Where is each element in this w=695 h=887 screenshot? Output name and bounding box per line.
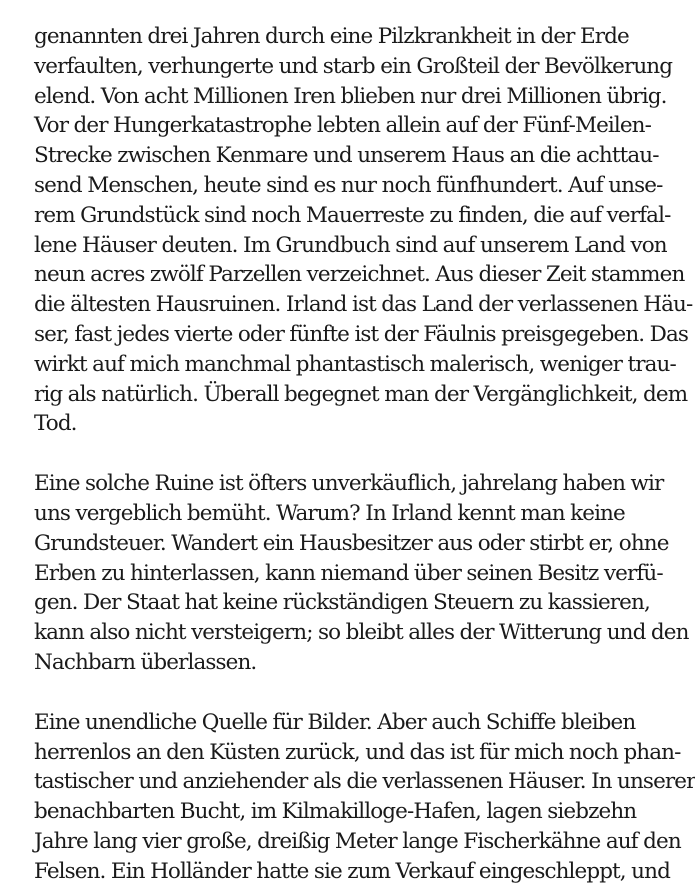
text-line: Eine unendliche Quelle für Bilder. Aber auch Schiffe bleiben	[34, 709, 636, 735]
text-line: die ältesten Hausruinen. Irland ist das Land der verlassenen Häu-	[34, 292, 693, 318]
paragraph-gap	[34, 678, 618, 708]
text-line: elend. Von acht Millionen Iren blieben nur drei Millionen übrig.	[34, 83, 667, 109]
text-line: gen. Der Staat hat keine rückständigen Steuern zu kassieren,	[34, 590, 650, 616]
text-line: ser, fast jedes vierte oder fünfte ist der Fäulnis preisgegeben. Das	[34, 321, 689, 347]
text-line: kann also nicht versteigern; so bleibt alles der Witterung und den	[34, 620, 689, 646]
text-line: rig als natürlich. Überall begegnet man der Vergänglichkeit, dem	[34, 381, 688, 407]
paragraph-3	[34, 708, 695, 887]
paragraph-2	[34, 469, 689, 678]
text-line: Grundsteuer. Wandert ein Hausbesitzer aus oder stirbt er, ohne	[34, 530, 669, 556]
text-line: lene Häuser deuten. Im Grundbuch sind auf unserem Land von	[34, 232, 667, 258]
paragraph-gap	[34, 439, 618, 469]
text-line: Vor der Hungerkatastrophe lebten allein auf der Fünf-Meilen-	[34, 113, 651, 139]
text-line: neun acres zwölf Parzellen verzeichnet. Aus dieser Zeit stammen	[34, 262, 685, 288]
text-line: uns vergeblich bemüht. Warum? In Irland kennt man keine	[34, 500, 625, 526]
text-line: verfaulten, verhungerte und starb ein Großteil der Bevölkerung	[34, 53, 673, 79]
text-line: rem Grundstück sind noch Mauerreste zu finden, die auf verfal-	[34, 202, 671, 228]
text-line: Tod.	[34, 411, 77, 437]
text-line: Jahre lang vier große, dreißig Meter lange Fischerkähne auf den	[34, 828, 681, 854]
paragraph-1	[34, 22, 693, 439]
text-line: Eine solche Ruine ist öfters unverkäuflich, jahrelang haben wir	[34, 471, 664, 497]
book-page	[34, 22, 695, 887]
text-line: genannten drei Jahren durch eine Pilzkrankheit in der Erde	[34, 24, 629, 49]
text-line: send Menschen, heute sind es nur noch fünfhundert. Auf unse-	[34, 172, 663, 198]
text-line: Strecke zwischen Kenmare und unserem Haus an die achttau-	[34, 143, 659, 169]
text-line: Felsen. Ein Holländer hatte sie zum Verkauf eingeschleppt, und	[34, 858, 670, 884]
text-line: tastischer und anziehender als die verlassenen Häuser. In unserer	[34, 769, 695, 795]
text-line: herrenlos an den Küsten zurück, und das ist für mich noch phan-	[34, 739, 681, 765]
text-line: Erben zu hinterlassen, kann niemand über seinen Besitz verfü-	[34, 560, 663, 586]
text-line: wirkt auf mich manchmal phantastisch malerisch, weniger trau-	[34, 351, 676, 377]
text-line: Nachbarn überlassen.	[34, 649, 257, 675]
text-line: benachbarten Bucht, im Kilmakilloge-Hafen, lagen siebzehn	[34, 799, 637, 825]
